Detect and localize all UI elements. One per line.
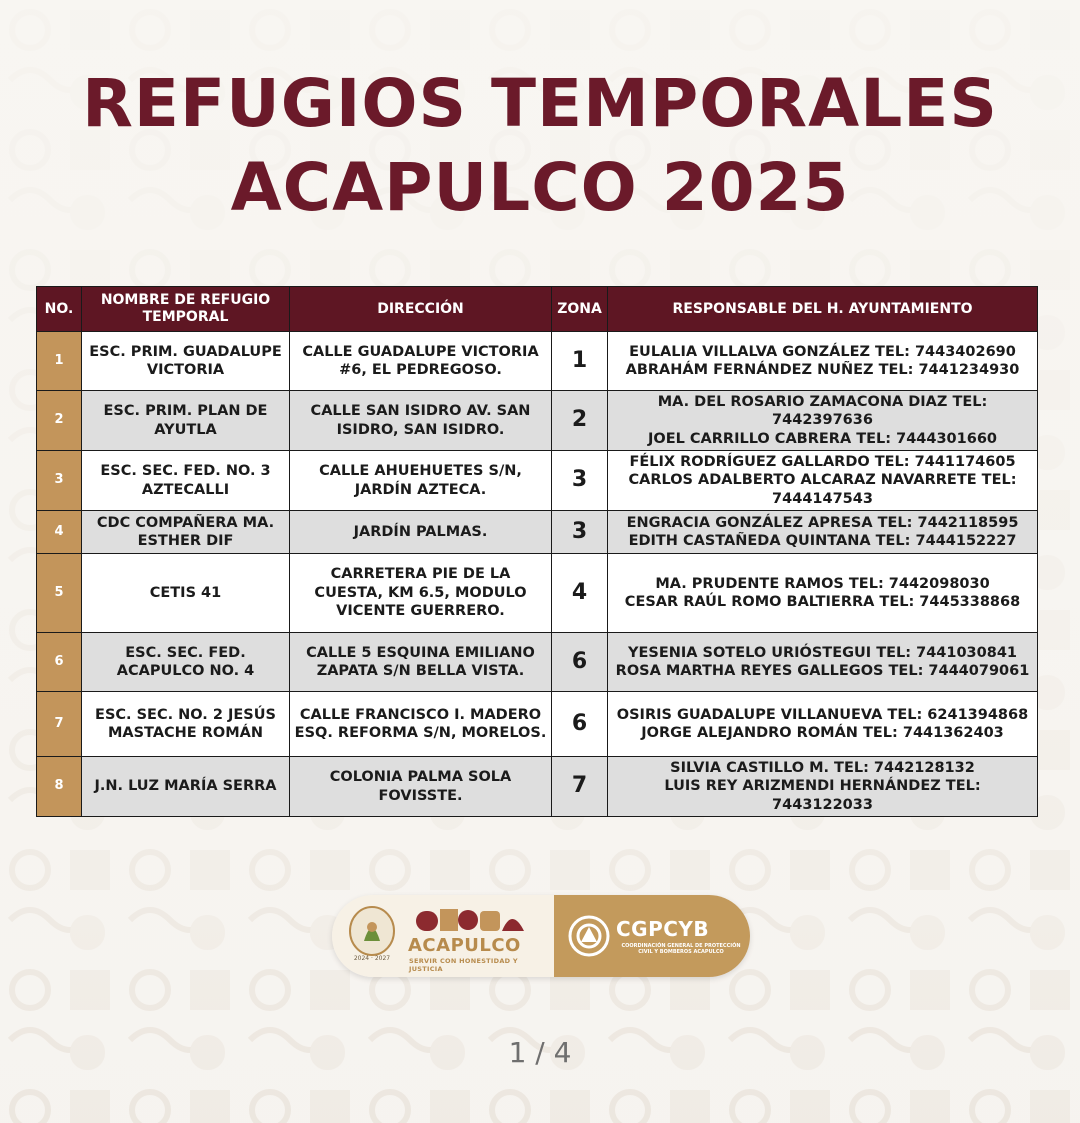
logos-banner	[332, 895, 750, 977]
responsible-line: CARLOS ADALBERTO ALCARAZ NAVARRETE TEL: 7444147543	[628, 472, 1017, 507]
shelter-address: CALLE 5 ESQUINA EMILIANO ZAPATA S/N BELLA VISTA.	[290, 633, 552, 692]
acapulco-logo	[332, 895, 554, 977]
shelter-zone: 2	[552, 391, 608, 451]
shelter-address: CALLE AHUEHUETES S/N, JARDÍN AZTECA.	[290, 451, 552, 511]
shelters-table	[36, 286, 1038, 817]
row-number: 6	[37, 633, 82, 692]
acapulco-art-icon	[416, 907, 526, 933]
responsible-line: LUIS REY ARIZMENDI HERNÁNDEZ TEL: 7443122033	[664, 778, 981, 813]
header-no: NO.	[37, 287, 82, 332]
shelter-zone: 7	[552, 757, 608, 817]
responsible-line: SILVIA CASTILLO M. TEL: 7442128132	[670, 759, 975, 776]
shelter-address: CALLE GUADALUPE VICTORIA #6, EL PEDREGOSO.	[290, 332, 552, 391]
shelter-address: CARRETERA PIE DE LA CUESTA, KM 6.5, MODULO VICENTE GUERRERO.	[290, 554, 552, 633]
shelter-zone: 3	[552, 451, 608, 511]
seal-years: 2024 · 2027	[353, 955, 391, 962]
responsible-line: MA. PRUDENTE RAMOS TEL: 7442098030	[655, 575, 990, 592]
shelter-responsible	[608, 511, 1038, 554]
row-number: 8	[37, 757, 82, 817]
table-row	[37, 633, 1038, 692]
row-number: 7	[37, 692, 82, 757]
shelter-zone: 6	[552, 633, 608, 692]
row-number: 1	[37, 332, 82, 391]
acapulco-tagline: SERVIR CON HONESTIDAD Y JUSTICIA	[409, 957, 518, 973]
table-row	[37, 391, 1038, 451]
shelter-responsible	[608, 554, 1038, 633]
shelter-address: COLONIA PALMA SOLA FOVISSTE.	[290, 757, 552, 817]
shelter-name: CDC COMPAÑERA MA. ESTHER DIF	[82, 511, 290, 554]
shelters-table-container	[36, 286, 1037, 817]
cgpcyb-subtitle: COORDINACIÓN GENERAL DE PROTECCIÓN CIVIL Y BOMBEROS ACAPULCO	[621, 943, 741, 955]
title-line-1: REFUGIOS TEMPORALES	[82, 65, 998, 142]
shelter-address: CALLE SAN ISIDRO AV. SAN ISIDRO, SAN ISIDRO.	[290, 391, 552, 451]
acapulco-wordmark: ACAPULCO	[408, 935, 521, 956]
row-number: 3	[37, 451, 82, 511]
shelter-zone: 3	[552, 511, 608, 554]
table-row	[37, 757, 1038, 817]
responsible-line: ROSA MARTHA REYES GALLEGOS TEL: 7444079061	[615, 663, 1030, 679]
shelter-responsible	[608, 391, 1038, 451]
shelter-name: ESC. PRIM. PLAN DE AYUTLA	[82, 391, 290, 451]
header-responsable: RESPONSABLE DEL H. AYUNTAMIENTO	[608, 287, 1038, 332]
responsible-line: ABRAHÁM FERNÁNDEZ NUÑEZ TEL: 7441234930	[625, 362, 1020, 378]
table-row	[37, 332, 1038, 391]
responsible-line: EDITH CASTAÑEDA QUINTANA TEL: 7444152227	[628, 533, 1017, 549]
shelter-name: CETIS 41	[82, 554, 290, 633]
shelter-responsible	[608, 332, 1038, 391]
responsible-line: CESAR RAÚL ROMO BALTIERRA TEL: 7445338868	[624, 594, 1021, 610]
page-title	[0, 62, 1080, 230]
shelter-responsible	[608, 633, 1038, 692]
row-number: 5	[37, 554, 82, 633]
header-direccion: DIRECCIÓN	[290, 287, 552, 332]
responsible-line: JOEL CARRILLO CABRERA TEL: 7444301660	[647, 430, 998, 447]
shelter-name: ESC. PRIM. GUADALUPE VICTORIA	[82, 332, 290, 391]
header-nombre: NOMBRE DE REFUGIO TEMPORAL	[82, 287, 290, 332]
cgpcyb-logo	[554, 895, 750, 977]
title-line-2: ACAPULCO 2025	[230, 149, 850, 226]
shelter-responsible	[608, 692, 1038, 757]
shelter-address: CALLE FRANCISCO I. MADERO ESQ. REFORMA S/N, MORELOS.	[290, 692, 552, 757]
table-header-row	[37, 287, 1038, 332]
shelter-name: ESC. SEC. FED. NO. 3 AZTECALLI	[82, 451, 290, 511]
shelter-name: ESC. SEC. NO. 2 JESÚS MASTACHE ROMÁN	[82, 692, 290, 757]
responsible-line: FÉLIX RODRÍGUEZ GALLARDO TEL: 7441174605	[629, 453, 1016, 470]
shelter-zone: 4	[552, 554, 608, 633]
page-indicator: 1 / 4	[508, 1036, 572, 1069]
table-row	[37, 451, 1038, 511]
table-row	[37, 511, 1038, 554]
responsible-line: ENGRACIA GONZÁLEZ APRESA TEL: 7442118595	[626, 514, 1019, 531]
table-row	[37, 554, 1038, 633]
responsible-line: OSIRIS GUADALUPE VILLANUEVA TEL: 6241394868	[616, 706, 1029, 723]
shelter-responsible	[608, 757, 1038, 817]
table-row	[37, 692, 1038, 757]
cgpcyb-title: CGPCYB	[616, 917, 710, 941]
row-number: 2	[37, 391, 82, 451]
responsible-line: JORGE ALEJANDRO ROMÁN TEL: 7441362403	[641, 725, 1004, 741]
shelter-responsible	[608, 451, 1038, 511]
shelter-address: JARDÍN PALMAS.	[290, 511, 552, 554]
responsible-line: YESENIA SOTELO URIÓSTEGUI TEL: 7441030841	[627, 644, 1017, 661]
responsible-line: MA. DEL ROSARIO ZAMACONA DIAZ TEL: 7442397636	[657, 393, 988, 429]
shelter-zone: 6	[552, 692, 608, 757]
header-zona: ZONA	[552, 287, 608, 332]
shelter-name: J.N. LUZ MARÍA SERRA	[82, 757, 290, 817]
row-number: 4	[37, 511, 82, 554]
shelter-name: ESC. SEC. FED. ACAPULCO NO. 4	[82, 633, 290, 692]
responsible-line: EULALIA VILLALVA GONZÁLEZ TEL: 7443402690	[629, 343, 1016, 360]
civil-protection-emblem-icon	[568, 915, 610, 957]
shelter-zone: 1	[552, 332, 608, 391]
